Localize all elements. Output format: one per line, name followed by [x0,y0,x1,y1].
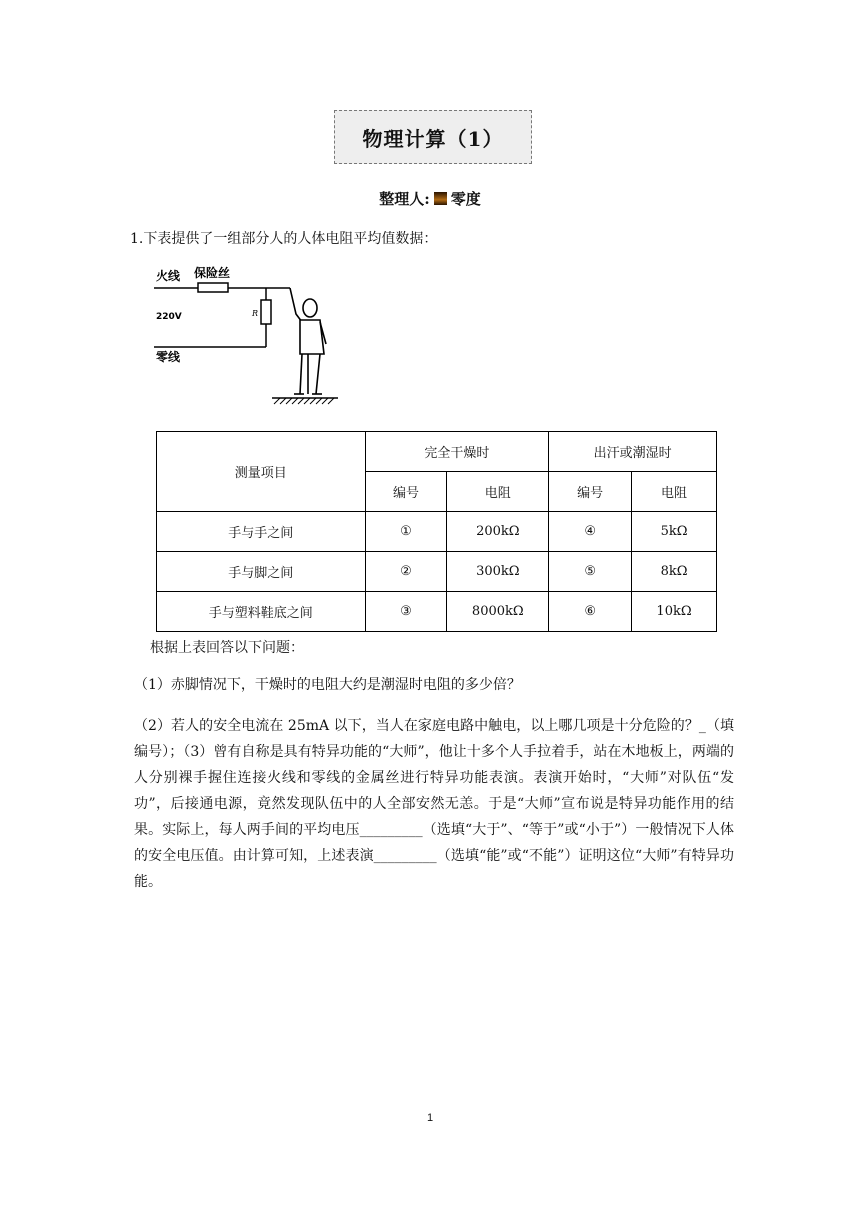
neutral-wire-label: 零线 [156,350,181,364]
header-wet: 出汗或潮湿时 [549,432,717,472]
header-wet-res: 电阻 [632,472,717,512]
voltage-label: 220V [156,312,182,322]
header-dry-res: 电阻 [447,472,549,512]
row-dry-no: ③ [365,592,447,632]
header-dry: 完全干燥时 [365,432,549,472]
row-dry-no: ② [365,552,447,592]
header-item: 测量项目 [157,432,366,512]
resistor-symbol [261,300,271,324]
resistance-table [156,431,717,632]
author-badge-icon [434,192,447,205]
live-wire-label: 火线 [156,269,181,283]
after-table-text: 根据上表回答以下问题： [150,640,304,656]
person-figure [290,288,326,394]
resistor-label: R [252,309,259,318]
circuit-figure [150,262,340,410]
row-item: 手与塑料鞋底之间 [157,592,366,632]
author-line [0,188,860,209]
table-row [157,552,717,592]
table-header-row [157,432,717,472]
fuse-symbol [198,283,228,292]
row-dry-res: 200kΩ [447,512,549,552]
sub-question-1: （1）赤脚情况下，干燥时的电阻大约是潮湿时电阻的多少倍？ [134,677,521,693]
page-title [334,110,532,164]
header-wet-no: 编号 [549,472,632,512]
question-1-intro: 1.下表提供了一组部分人的人体电阻平均值数据： [130,231,438,247]
row-wet-res: 8kΩ [632,552,717,592]
row-wet-res: 5kΩ [632,512,717,552]
row-wet-no: ④ [549,512,632,552]
page-number: 1 [426,1112,434,1124]
row-dry-no: ① [365,512,447,552]
author-name: 零度 [450,190,481,208]
row-dry-res: 8000kΩ [447,592,549,632]
row-dry-res: 300kΩ [447,552,549,592]
row-wet-no: ⑥ [549,592,632,632]
author-prefix: 整理人: [379,190,430,208]
sub-question-2-3: （2）若人的安全电流在 25mA 以下，当人在家庭电路中触电，以上哪几项是十分危险的？_（填编号）；（3）曾有自称是具有特异功能的“大师”，他让十多个人手拉着手，站在木地板上，两端的人分别裸手握住连接火线和零线的金属丝进行特异功能表演。表演开始时，“大师”对队伍“发功”，后接通电源，竟然发现队伍中的人全部安然无恙。于是“大师”宣布说是特异功能作用的结果。实际上，每人两手间的平均电压_________（选填“大于”、“等于”或“小于”）一般情况下人体的安全电压值。由计算可知，上述表演_________（选填“能”或“不能”）证明这位“大师”有特异功能。 [134,718,734,890]
page-title-text: 物理计算（1） [362,126,504,151]
row-item: 手与手之间 [157,512,366,552]
fuse-label: 保险丝 [194,266,231,280]
table-row [157,512,717,552]
header-dry-no: 编号 [365,472,447,512]
row-wet-no: ⑤ [549,552,632,592]
row-wet-res: 10kΩ [632,592,717,632]
table-row [157,592,717,632]
row-item: 手与脚之间 [157,552,366,592]
